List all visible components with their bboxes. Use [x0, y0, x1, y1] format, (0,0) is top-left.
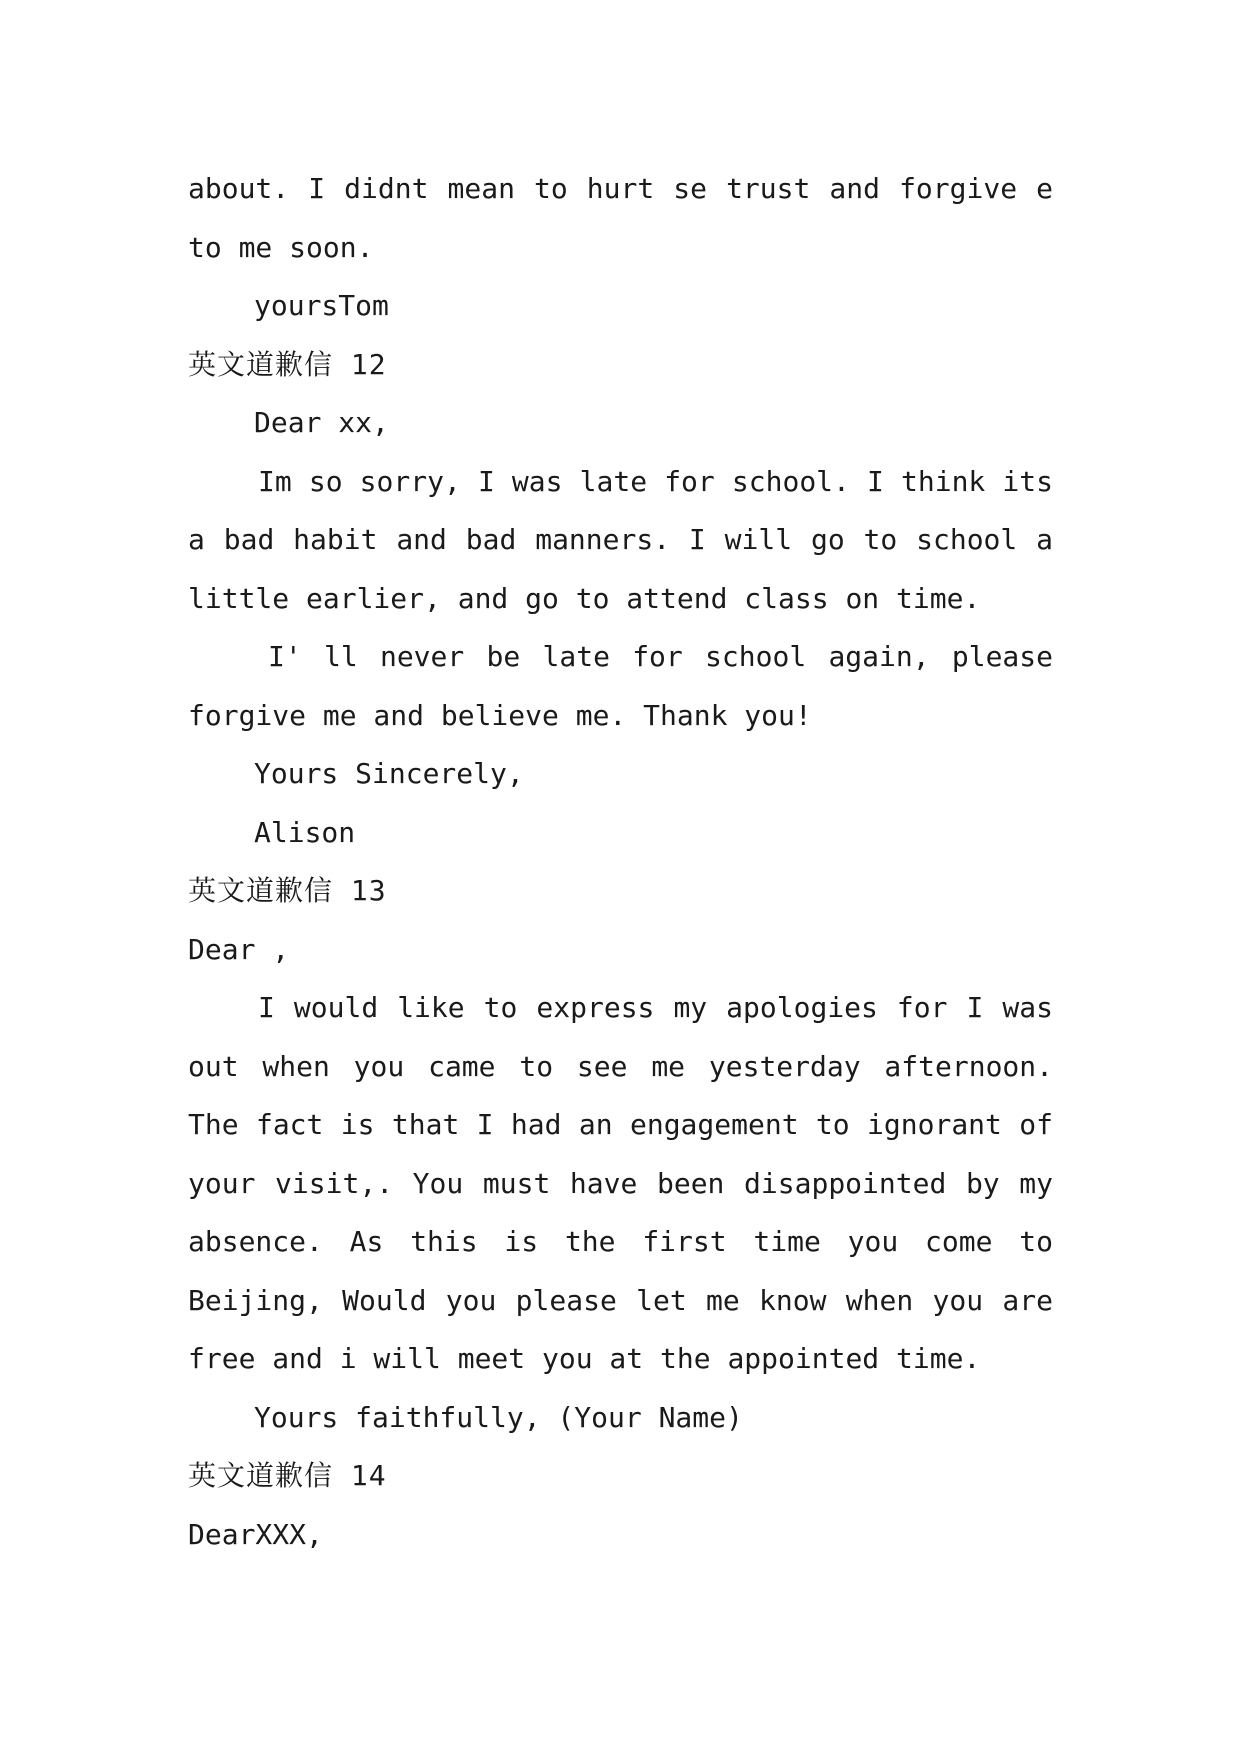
letter12-paragraph-1: Im so sorry, I was late for school. I think its a bad habit and bad manners. I will go to school a little earlier, and go to attend class on time. — [188, 464, 1053, 615]
letter13-paragraph-1: I would like to express my apologies for I was out when you came to see me yesterday afternoon. The fact is that I had an engagement to ignorant of your visit,. You must have been disappointed by my absence. As this is the first time you come to Beijing, Would you please let me know when you are free and i will meet you at the appointed time. — [188, 991, 1053, 1375]
letter11-body-line-2: to me soon. — [188, 230, 374, 264]
letter12-salutation: Dear xx, — [254, 406, 389, 439]
letter13-salutation: Dear , — [188, 932, 290, 966]
letter13-closing: Yours faithfully, (Your Name) — [254, 1400, 743, 1434]
letter13-heading: 英文道歉信 13 — [188, 874, 387, 907]
letter12-signature: Alison — [254, 815, 356, 849]
letter11-closing: yoursTom — [254, 289, 389, 322]
letter12-closing: Yours Sincerely, — [254, 757, 524, 790]
letter12-paragraph-2: I' ll never be late for school again, please forgive me and believe me. Thank you! — [188, 640, 1053, 732]
letter11-body-line-1: about. I didnt mean to hurt se trust and forgive e — [188, 172, 1053, 205]
document-content — [188, 160, 1053, 1564]
letter14-salutation: DearXXX, — [188, 1517, 323, 1551]
letter12-heading: 英文道歉信 12 — [188, 347, 387, 381]
letter14-heading: 英文道歉信 14 — [188, 1459, 387, 1492]
